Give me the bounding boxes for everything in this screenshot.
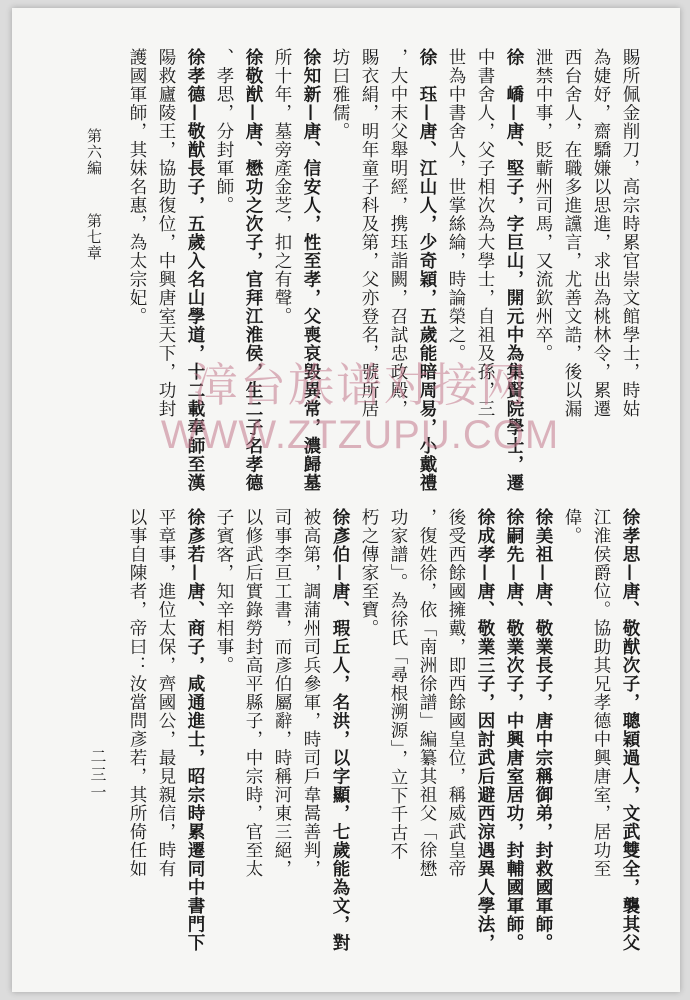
entry-xu-sixian: 徐嗣先—唐、敬業次子，中興唐室居功，封輔國軍師。 bbox=[504, 508, 524, 952]
text-column: 功家譜」。為徐氏「尋根溯源」，立下千古不 bbox=[388, 508, 408, 861]
text-column: 、孝思，分封軍師。 bbox=[214, 48, 234, 215]
text-column: 以事自陳者，帝曰：汝當問彥若，其所倚任如 bbox=[127, 508, 147, 878]
entry-xu-yanbo: 徐彥伯—唐、瑕丘人，名洪，以字顯，七歲能為文，對 bbox=[330, 508, 350, 952]
text-column: 司事李亘工書，而彥伯屬辭，時稱河東三絕， bbox=[272, 508, 292, 878]
chapter-label: 第七章 bbox=[85, 213, 103, 261]
watermark-url: WWW.ZTZUPU.COM bbox=[160, 413, 560, 457]
text-column: 被高第，調蒲州司兵參軍，時司戶韋暠善判， bbox=[301, 508, 321, 878]
entry-xu-jue: 徐 珏—唐、江山人，少奇穎，五歲能暗周易，小戴禮 bbox=[417, 48, 437, 492]
text-column: ，大中末父舉明經，携珏詣闕，召試忠政殿， bbox=[388, 48, 408, 418]
text-column: 偉。 bbox=[562, 508, 582, 545]
text-column: 平章事，進位太保，齊國公，最見親信，時有 bbox=[156, 508, 176, 878]
text-column: 為婕妤，齋驕嫌以思進，求出為桃林令，累遷 bbox=[591, 48, 611, 418]
text-column: 坊曰雅儒。 bbox=[330, 48, 350, 141]
page-number: 二三一 bbox=[88, 748, 107, 802]
text-column: 朽之傳家至寶。 bbox=[359, 508, 379, 638]
entry-xu-zhixin: 徐知新—唐、信安人，性至孝，父喪哀毀異常，濃歸墓 bbox=[301, 48, 321, 492]
text-column: 護國軍師，其妹名惠，為太宗妃。 bbox=[127, 48, 147, 326]
entry-xu-yanruo: 徐彥若—唐、商子，咸通進士，昭宗時累遷同中書門下 bbox=[185, 508, 205, 952]
text-column: 泄禁中事，貶蘄州司馬，又流欽州卒。 bbox=[533, 48, 553, 363]
entry-xu-qiao: 徐 嶠—唐、堅子，字巨山，開元中為集賢院學士，遷 bbox=[504, 48, 524, 492]
entry-xu-xiaode: 徐孝德—敬猷長子，五歲入名山學道，十二載奉師至漢 bbox=[185, 48, 205, 492]
text-column: 以修武后實錄勞封高平縣子，中宗時，官至太 bbox=[243, 508, 263, 878]
entry-xu-meizu: 徐美祖—唐、敬業長子，唐中宗稱御弟，封救國軍師。 bbox=[533, 508, 553, 952]
text-column: 子賓客，知辛相事。 bbox=[214, 508, 234, 675]
text-column: 中書舍人，父子相次為大學士，自祖及孫，三 bbox=[475, 48, 495, 418]
entry-xu-chengxiao: 徐成孝—唐、敬業三子，因討武后避西涼遇異人學法， bbox=[475, 508, 495, 952]
watermark-chinese: 漳台族谱对接网 bbox=[192, 358, 528, 412]
text-column: 賜所佩金削刀，高宗時累官崇文館學士，時姑 bbox=[620, 48, 640, 418]
text-column: 陽救廬陵王，協助復位，中興唐室天下，功封 bbox=[156, 48, 176, 418]
text-column: 後受西餘國擁戴，即西餘國皇位，稱威武皇帝 bbox=[446, 508, 466, 878]
entry-xu-jingyou: 徐敬猷—唐、懋功之次子，官拜江淮侯，生二子名孝德 bbox=[243, 48, 263, 492]
entry-xu-xiaosi: 徐孝思—唐、敬猷次子，聰穎過人，文武雙全，襲其父 bbox=[620, 508, 640, 952]
text-column: 西台舍人，在職多進讜言，尤善文誥，後以漏 bbox=[562, 48, 582, 418]
book-page bbox=[12, 8, 680, 992]
text-column: 賜衣絹，明年童子科及第，父亦登名，號所居 bbox=[359, 48, 379, 418]
text-column: 世為中書舍人，世掌絲綸，時論榮之。 bbox=[446, 48, 466, 363]
section-label: 第六編 bbox=[85, 128, 103, 176]
text-column: 江淮侯爵位。協助其兄孝德中興唐室，居功至 bbox=[591, 508, 611, 878]
text-column: ，復姓徐，依「南洲徐譜」編纂其祖父「徐懋 bbox=[417, 508, 437, 878]
text-column: 所十年，墓旁產金芝，扣之有聲。 bbox=[272, 48, 292, 326]
